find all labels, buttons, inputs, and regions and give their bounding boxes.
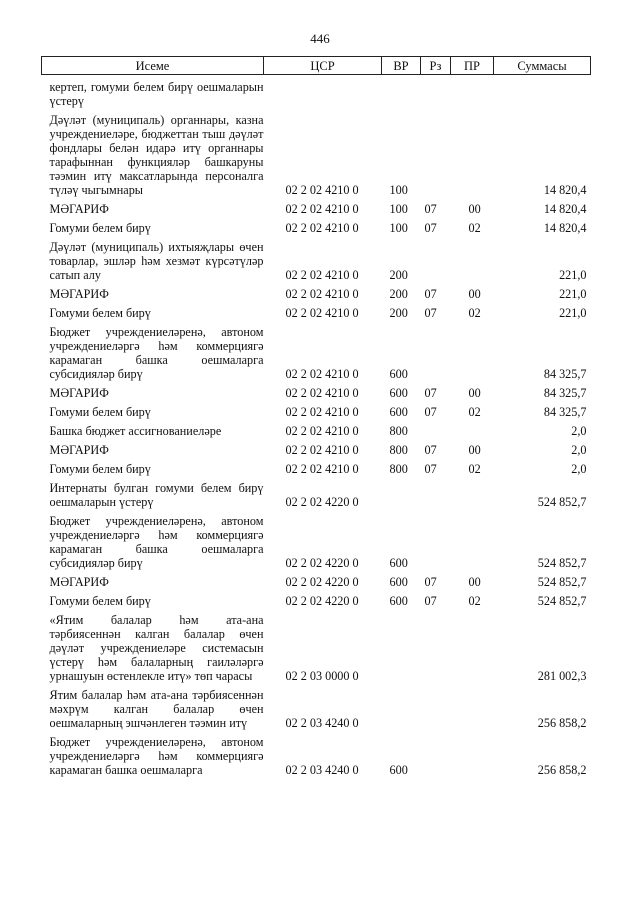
row-pr: 02 <box>468 594 481 608</box>
row-csr: 02 2 03 0000 0 <box>285 669 359 683</box>
row-sum: 221,0 <box>559 268 587 282</box>
row-vr: 100 <box>389 183 408 197</box>
row-rz: 07 <box>424 594 437 608</box>
table-row <box>42 589 591 608</box>
row-sum: 2,0 <box>571 462 587 476</box>
header-sum: Суммасы <box>494 57 591 75</box>
row-csr: 02 2 03 4240 0 <box>285 716 359 730</box>
row-sum: 281 002,3 <box>537 669 587 683</box>
row-csr: 02 2 02 4210 0 <box>285 306 359 320</box>
row-name: Дәүләт (муниципаль) ихтыяҗлары өчен товарлар, эшләр һәм хезмәт күрсәтүләр сатып алу <box>49 240 264 282</box>
row-name: кертеп, гомуми белем бирү оешмаларын үстерү <box>49 80 264 108</box>
table-row <box>42 282 591 301</box>
row-name: Гомуми белем бирү <box>49 306 151 320</box>
row-pr <box>451 509 494 570</box>
row-sum: 2,0 <box>571 443 587 457</box>
row-rz: 07 <box>424 306 437 320</box>
row-name: Бюджет учреждениеләренә, автоном учреждениеләргә һәм коммерциягә карамаган башка оешмаларга <box>49 735 264 777</box>
row-rz <box>421 730 451 777</box>
row-sum: 256 858,2 <box>537 716 587 730</box>
row-sum <box>494 75 591 109</box>
table-row <box>42 608 591 683</box>
row-vr: 600 <box>389 405 408 419</box>
table-row <box>42 509 591 570</box>
row-vr: 100 <box>389 202 408 216</box>
row-csr: 02 2 03 4240 0 <box>285 763 359 777</box>
row-rz: 07 <box>424 202 437 216</box>
table-row <box>42 438 591 457</box>
row-name: Гомуми белем бирү <box>49 462 151 476</box>
row-rz: 07 <box>424 405 437 419</box>
row-vr <box>382 608 421 683</box>
row-pr: 00 <box>468 386 481 400</box>
row-csr: 02 2 02 4220 0 <box>285 556 359 570</box>
table-row <box>42 570 591 589</box>
page-number: 446 <box>310 31 330 46</box>
row-sum: 84 325,7 <box>543 386 587 400</box>
table-row <box>42 320 591 381</box>
header-rz: Рз <box>421 57 451 75</box>
row-vr: 600 <box>389 575 408 589</box>
row-rz: 07 <box>424 287 437 301</box>
row-sum: 221,0 <box>559 287 587 301</box>
row-csr: 02 2 02 4210 0 <box>285 405 359 419</box>
row-rz: 07 <box>424 462 437 476</box>
row-rz: 07 <box>424 386 437 400</box>
row-vr <box>382 75 421 109</box>
row-sum: 524 852,7 <box>537 495 587 509</box>
row-name: Гомуми белем бирү <box>49 405 151 419</box>
row-pr: 00 <box>468 287 481 301</box>
table-header-row <box>42 57 591 75</box>
row-sum: 14 820,4 <box>543 202 587 216</box>
row-name: МӘГАРИФ <box>49 443 109 457</box>
row-vr: 100 <box>389 221 408 235</box>
row-csr: 02 2 02 4220 0 <box>285 495 359 509</box>
row-vr: 600 <box>389 367 408 381</box>
row-pr <box>451 108 494 197</box>
header-pr: ПР <box>451 57 494 75</box>
row-csr: 02 2 02 4210 0 <box>285 443 359 457</box>
row-name: Гомуми белем бирү <box>49 221 151 235</box>
row-pr: 02 <box>468 306 481 320</box>
budget-table <box>41 56 591 777</box>
row-vr: 200 <box>389 268 408 282</box>
row-rz <box>421 419 451 438</box>
row-rz <box>421 608 451 683</box>
row-sum: 256 858,2 <box>537 763 587 777</box>
row-pr: 02 <box>468 405 481 419</box>
row-name: МӘГАРИФ <box>49 575 109 589</box>
row-csr: 02 2 02 4210 0 <box>285 386 359 400</box>
row-name: МӘГАРИФ <box>49 202 109 216</box>
row-rz <box>421 75 451 109</box>
row-vr <box>382 476 421 509</box>
row-pr <box>451 683 494 730</box>
row-sum: 221,0 <box>559 306 587 320</box>
row-vr: 800 <box>389 462 408 476</box>
table-row <box>42 197 591 216</box>
header-vr: ВР <box>382 57 421 75</box>
row-pr <box>451 419 494 438</box>
row-csr: 02 2 02 4210 0 <box>285 367 359 381</box>
row-pr: 00 <box>468 443 481 457</box>
row-pr <box>451 730 494 777</box>
row-pr <box>451 235 494 282</box>
row-sum: 14 820,4 <box>543 183 587 197</box>
row-sum: 2,0 <box>571 424 587 438</box>
row-rz <box>421 683 451 730</box>
table-row <box>42 476 591 509</box>
row-pr <box>451 476 494 509</box>
row-rz <box>421 108 451 197</box>
row-name: МӘГАРИФ <box>49 287 109 301</box>
row-csr: 02 2 02 4210 0 <box>285 221 359 235</box>
row-rz <box>421 235 451 282</box>
row-vr: 800 <box>389 443 408 457</box>
row-csr <box>264 75 382 109</box>
row-rz: 07 <box>424 575 437 589</box>
row-sum: 524 852,7 <box>537 556 587 570</box>
row-name: МӘГАРИФ <box>49 386 109 400</box>
row-name: Гомуми белем бирү <box>49 594 151 608</box>
row-csr: 02 2 02 4210 0 <box>285 183 359 197</box>
row-csr: 02 2 02 4220 0 <box>285 594 359 608</box>
table-row <box>42 400 591 419</box>
row-vr: 600 <box>389 386 408 400</box>
row-rz <box>421 509 451 570</box>
row-sum: 14 820,4 <box>543 221 587 235</box>
row-csr: 02 2 02 4210 0 <box>285 462 359 476</box>
row-name: Интернаты булган гомуми белем бирү оешмаларын үстерү <box>49 481 264 509</box>
table-row <box>42 683 591 730</box>
row-sum: 524 852,7 <box>537 575 587 589</box>
row-name: Бюджет учреждениеләренә, автоном учреждениеләргә һәм коммерциягә карамаган башка оешмаларга субсидияләр бирү <box>49 514 264 570</box>
row-vr: 200 <box>389 287 408 301</box>
row-vr: 200 <box>389 306 408 320</box>
row-pr <box>451 320 494 381</box>
table-row <box>42 730 591 777</box>
row-name: Ятим балалар һәм ата-ана тәрбиясеннән мәхрүм калган балалар өчен оешмаларның эшчәнлеген тәэмин итү <box>49 688 264 730</box>
row-rz: 07 <box>424 443 437 457</box>
header-csr: ЦСР <box>264 57 382 75</box>
header-name: Исеме <box>42 57 264 75</box>
row-rz: 07 <box>424 221 437 235</box>
row-vr: 600 <box>389 763 408 777</box>
row-vr: 800 <box>389 424 408 438</box>
row-sum: 84 325,7 <box>543 405 587 419</box>
table-row <box>42 108 591 197</box>
table-row <box>42 216 591 235</box>
table-row <box>42 75 591 109</box>
row-pr <box>451 608 494 683</box>
row-name: Дәүләт (муниципаль) органнары, казна учреждениеләре, бюджеттан тыш дәүләт фондлары белән идарә итү органнары тарафыннан функцияләр башкаруны тәэмин итү максатларында персоналга түләү чыгымнары <box>49 113 264 197</box>
row-name: Бюджет учреждениеләренә, автоном учреждениеләргә һәм коммерциягә карамаган башка оешмаларга субсидияләр бирү <box>49 325 264 381</box>
row-name: Башка бюджет ассигнованиеләре <box>49 424 222 438</box>
row-pr: 00 <box>468 202 481 216</box>
row-pr: 02 <box>468 462 481 476</box>
row-pr <box>451 75 494 109</box>
table-row <box>42 419 591 438</box>
row-csr: 02 2 02 4220 0 <box>285 575 359 589</box>
row-rz <box>421 320 451 381</box>
row-vr: 600 <box>389 594 408 608</box>
row-rz <box>421 476 451 509</box>
row-vr <box>382 683 421 730</box>
row-pr: 00 <box>468 575 481 589</box>
table-row <box>42 235 591 282</box>
row-csr: 02 2 02 4210 0 <box>285 268 359 282</box>
row-csr: 02 2 02 4210 0 <box>285 287 359 301</box>
row-sum: 84 325,7 <box>543 367 587 381</box>
table-row <box>42 381 591 400</box>
row-csr: 02 2 02 4210 0 <box>285 202 359 216</box>
table-row <box>42 301 591 320</box>
row-sum: 524 852,7 <box>537 594 587 608</box>
row-vr: 600 <box>389 556 408 570</box>
table-row <box>42 457 591 476</box>
row-pr: 02 <box>468 221 481 235</box>
row-csr: 02 2 02 4210 0 <box>285 424 359 438</box>
row-name: «Ятим балалар һәм ата-ана тәрбиясеннән калган балалар өчен дәүләт учреждениеләре системасын үстерү һәм балаларның гаиләләргә урнашуын өстенлекле итү» төп чарасы <box>49 613 264 683</box>
